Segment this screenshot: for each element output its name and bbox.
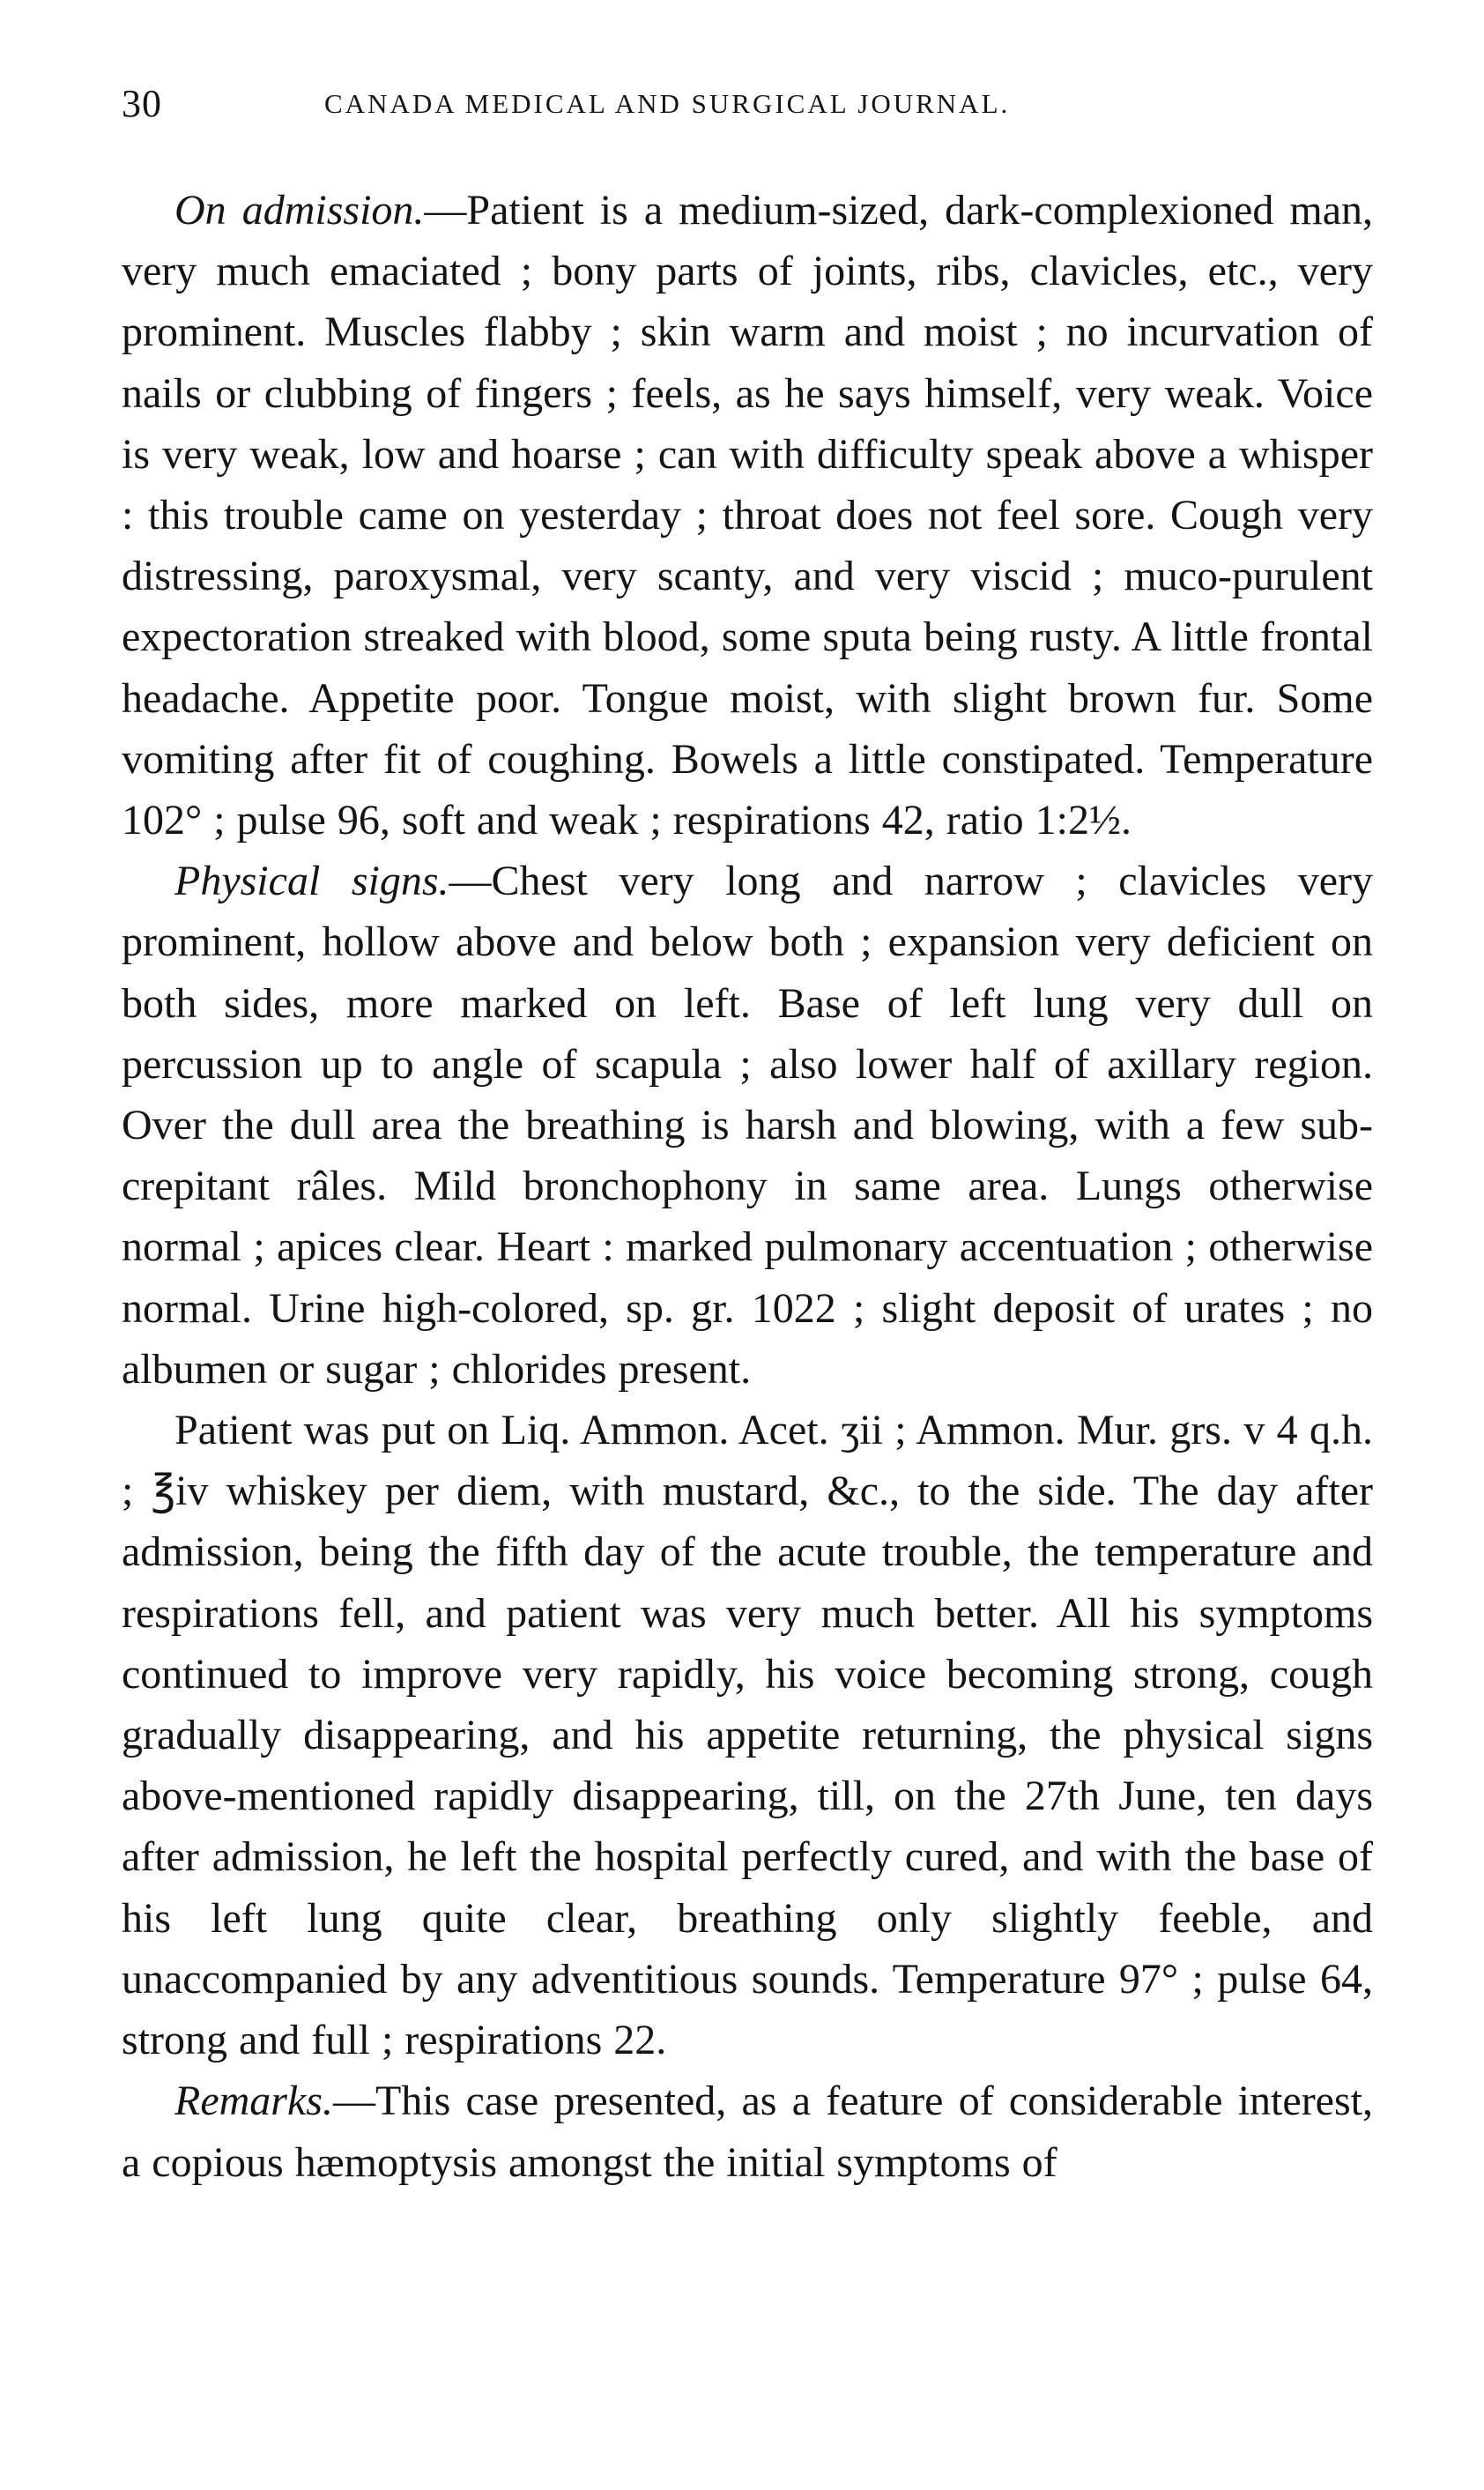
paragraph-text-physical-signs: —Chest very long and narrow ; clavicles very prominent, hollow above and below both ; expansion very deficient on both sides, more marked on left. Base of left lung very dull on percussion up to angle of scapula ; also lower half of axillary region. Over the dull area the breathing is harsh and blowing, with a few sub-crepitant râles. Mild bronchophony in same area. Lungs otherwise normal ; apices clear. Heart : marked pulmonary accentuation ; otherwise normal. Urine high-colored, sp. gr. 1022 ; slight deposit of urates ; no albumen or sugar ; chlorides present. bbox=[122, 858, 1373, 1393]
paragraph-text-treatment: Patient was put on Liq. Ammon. Acet. ʒii ; Ammon. Mur. grs. v 4 q.h. ; ℥iv whiskey per diem, with mustard, &c., to the side. The day after admission, being the fifth day of the acute trouble, the temperature and respirations fell, and patient was very much better. All his symptoms continued to improve very rapidly, his voice becoming strong, cough gradually disappearing, and his appetite returning, the physical signs above-mentioned rapidly disappearing, till, on the 27th June, ten days after admission, he left the hospital perfectly cured, and with the base of his left lung quite clear, breathing only slightly feeble, and unaccompanied by any adventitious sounds. Temperature 97° ; pulse 64, strong and full ; respirations 22. bbox=[122, 1407, 1373, 2064]
paragraph-lead-remarks: Remarks. bbox=[174, 2077, 333, 2125]
paragraph-on-admission bbox=[122, 180, 1373, 851]
paragraph-remarks bbox=[122, 2070, 1373, 2192]
paragraph-physical-signs bbox=[122, 851, 1373, 1400]
paragraph-text-on-admission: —Patient is a medium-sized, dark-complexioned man, very much emaciated ; bony parts of joints, ribs, clavicles, etc., very prominent. Muscles flabby ; skin warm and moist ; no incurvation of nails or clubbing of fingers ; feels, as he says himself, very weak. Voice is very weak, low and hoarse ; can with difficulty speak above a whisper : this trouble came on yesterday ; throat does not feel sore. Cough very distressing, paroxysmal, very scanty, and very viscid ; muco-purulent expectoration streaked with blood, some sputa being rusty. A little frontal headache. Appetite poor. Tongue moist, with slight brown fur. Some vomiting after fit of coughing. Bowels a little constipated. Temperature 102° ; pulse 96, soft and weak ; respirations 42, ratio 1:2½. bbox=[122, 187, 1374, 844]
journal-title: CANADA MEDICAL AND SURGICAL JOURNAL. bbox=[324, 88, 1011, 119]
page-number: 30 bbox=[122, 82, 162, 125]
paragraph-lead-on-admission: On admission. bbox=[174, 187, 425, 234]
paragraph-text-remarks: —This case presented, as a feature of considerable interest, a copious hæmoptysis amongst the initial symptoms of bbox=[122, 2077, 1373, 2186]
paragraph-lead-physical-signs: Physical signs. bbox=[174, 858, 449, 905]
running-head bbox=[122, 81, 1373, 143]
journal-page bbox=[122, 81, 1373, 2193]
paragraph-treatment bbox=[122, 1400, 1373, 2070]
